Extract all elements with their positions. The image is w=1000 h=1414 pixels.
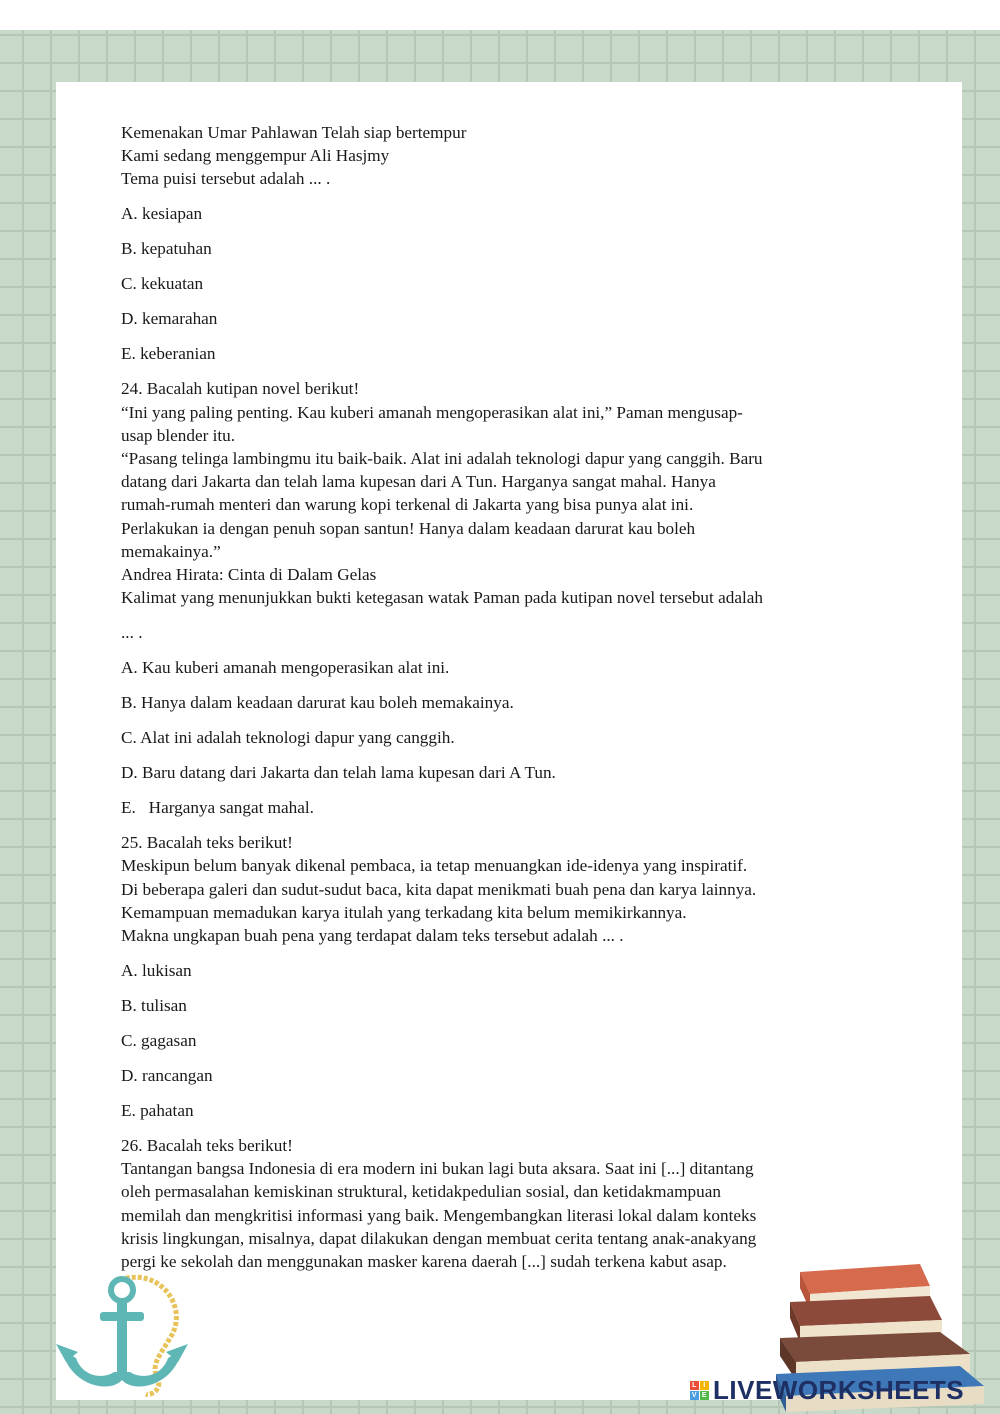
brand-logo-letter: E <box>701 1391 708 1399</box>
option-a: A. lukisan <box>121 961 192 981</box>
option-e: E. keberanian <box>121 344 216 364</box>
excerpt-line: usap blender itu. <box>121 425 236 445</box>
option-c: C. gagasan <box>121 1031 197 1051</box>
question-heading: 24. Bacalah kutipan novel berikut! <box>121 379 360 399</box>
passage-line: oleh permasalahan kemiskinan struktural, ketidakpedulian sosial, dan ketidakmampuan <box>121 1182 721 1202</box>
passage-line: Tantangan bangsa Indonesia di era modern ini bukan lagi buta aksara. Saat ini [...] ditantang <box>121 1159 754 1179</box>
option-b: B. kepatuhan <box>121 239 212 259</box>
excerpt-line: “Pasang telinga lambingmu itu baik-baik. Alat ini adalah teknologi dapur yang canggih. Baru <box>121 449 763 469</box>
option-b: B. tulisan <box>121 996 187 1016</box>
question-heading: 26. Bacalah teks berikut! <box>121 1136 293 1156</box>
option-d: D. Baru datang dari Jakarta dan telah lama kupesan dari A Tun. <box>121 763 556 783</box>
worksheet-content <box>121 121 879 1273</box>
poem-question <box>121 121 879 366</box>
brand-logo-icon <box>690 1381 709 1400</box>
excerpt-source: Andrea Hirata: Cinta di Dalam Gelas <box>121 565 377 585</box>
option-e: E. pahatan <box>121 1101 194 1121</box>
passage-line: memilah dan mengkritisi informasi yang baik. Mengembangkan literasi lokal dalam konteks <box>121 1205 757 1225</box>
option-a: A. kesiapan <box>121 204 203 224</box>
excerpt-line: “Ini yang paling penting. Kau kuberi amanah mengoperasikan alat ini,” Paman mengusap- <box>121 402 743 422</box>
top-band <box>0 0 1000 30</box>
brand-logo-letter: V <box>691 1391 698 1399</box>
option-c: C. kekuatan <box>121 274 204 294</box>
passage-line: Meskipun belum banyak dikenal pembaca, ia tetap menuangkan ide-idenya yang inspiratif. <box>121 856 748 876</box>
option-a: A. Kau kuberi amanah mengoperasikan alat ini. <box>121 658 450 678</box>
question-24 <box>121 377 879 819</box>
question-prompt: Tema puisi tersebut adalah ... . <box>121 169 331 189</box>
passage-line: krisis lingkungan, misalnya, dapat dilakukan dengan membuat cerita tentang anak-anakyang <box>121 1228 757 1248</box>
brand-logo-letter: L <box>690 1381 699 1390</box>
option-d: D. kemarahan <box>121 309 218 329</box>
question-heading: 25. Bacalah teks berikut! <box>121 833 293 853</box>
excerpt-line: rumah-rumah menteri dan warung kopi terkenal di Jakarta yang bisa punya alat ini. <box>121 495 694 515</box>
brand-logo-letter: I <box>700 1381 709 1390</box>
passage-line: Di beberapa galeri dan sudut-sudut baca, kita dapat menikmati buah pena dan karya lainnya. <box>121 879 757 899</box>
poem-line: Kami sedang menggempur Ali Hasjmy <box>121 146 390 166</box>
excerpt-line: datang dari Jakarta dan telah lama kupesan dari A Tun. Harganya sangat mahal. Hanya <box>121 472 716 492</box>
option-d: D. rancangan <box>121 1066 213 1086</box>
excerpt-line: memakainya.” <box>121 541 221 561</box>
excerpt-line: Perlakukan ia dengan penuh sopan santun! Hanya dalam keadaan darurat kau boleh <box>121 518 696 538</box>
poem-line: Kemenakan Umar Pahlawan Telah siap bertempur <box>121 123 467 142</box>
question-prompt-ellipsis: ... . <box>121 623 143 643</box>
question-prompt: Makna ungkapan buah pena yang terdapat dalam teks tersebut adalah ... . <box>121 926 624 946</box>
passage-line: Kemampuan memadukan karya itulah yang terkadang kita belum memikirkannya. <box>121 902 687 922</box>
question-prompt: Kalimat yang menunjukkan bukti ketegasan watak Paman pada kutipan novel tersebut adalah <box>121 588 763 608</box>
question-26 <box>121 1134 879 1273</box>
passage-line: pergi ke sekolah dan menggunakan masker karena daerah [...] sudah terkena kabut asap. <box>121 1252 727 1272</box>
brand-name: LIVEWORKSHEETS <box>713 1374 965 1405</box>
option-e: E. Harganya sangat mahal. <box>121 798 314 818</box>
option-c: C. Alat ini adalah teknologi dapur yang canggih. <box>121 728 455 748</box>
question-25 <box>121 831 879 1122</box>
liveworksheets-brand <box>690 1374 964 1406</box>
option-b: B. Hanya dalam keadaan darurat kau boleh memakainya. <box>121 693 514 713</box>
anchor-icon <box>50 1268 200 1398</box>
